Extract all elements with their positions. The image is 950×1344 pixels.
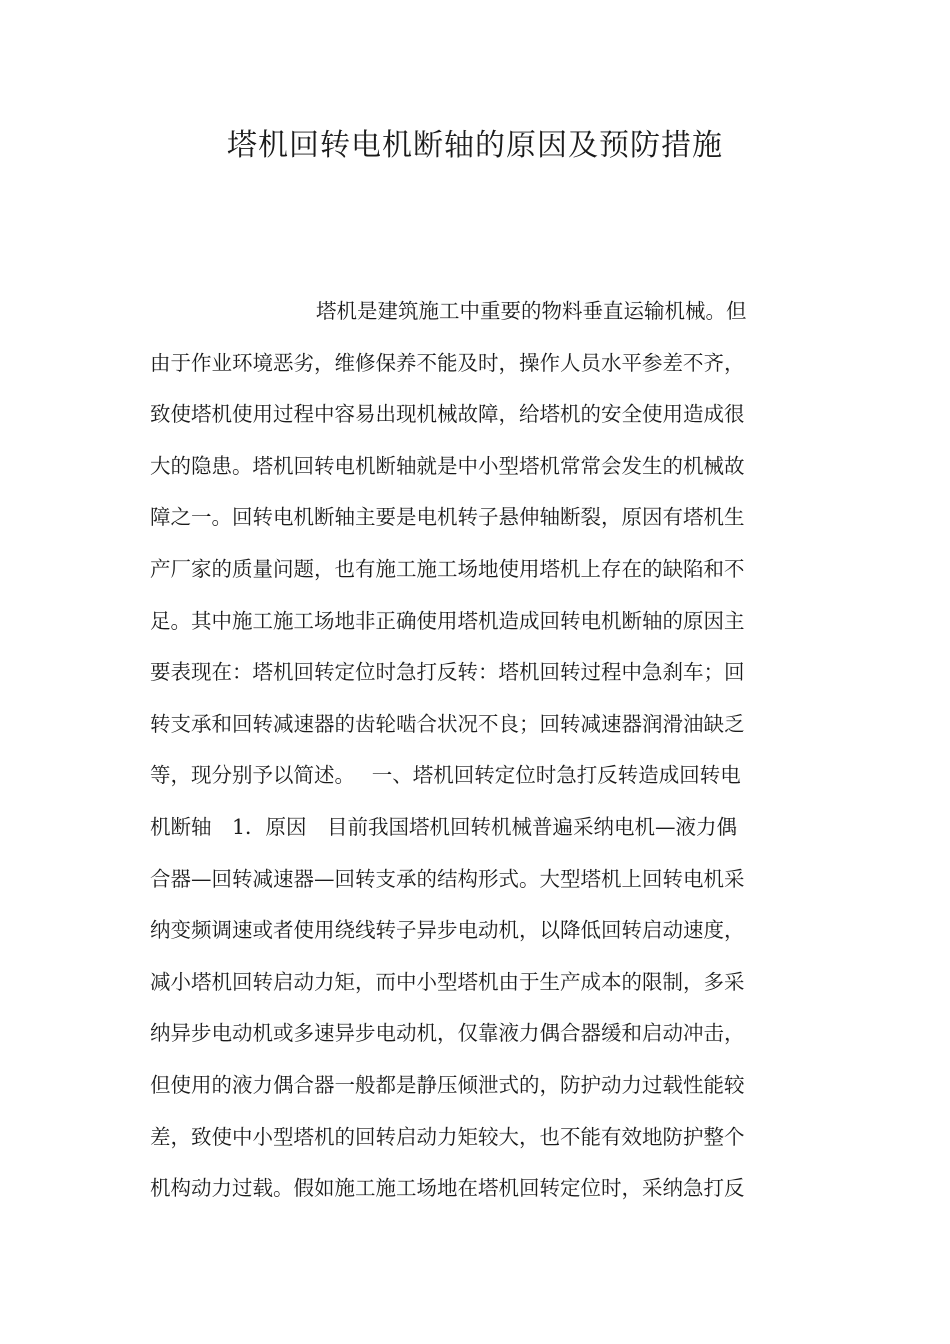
paragraph-line: 等，现分别予以简述。 一、塔机回转定位时急打反转造成回转电 — [150, 763, 741, 788]
paragraph-line: 要表现在：塔机回转定位时急打反转：塔机回转过程中急刹车；回 — [150, 660, 745, 685]
paragraph-line: 足。其中施工施工场地非正确使用塔机造成回转电机断轴的原因主 — [150, 608, 745, 633]
paragraph-line: 大的隐患。塔机回转电机断轴就是中小型塔机常常会发生的机械故 — [150, 453, 745, 478]
paragraph-line: 纳异步电动机或多速异步电动机，仅靠液力偶合器缓和启动冲击， — [150, 1021, 745, 1046]
paragraph-line: 减小塔机回转启动力矩，而中小型塔机由于生产成本的限制，多采 — [150, 969, 745, 994]
paragraph-line: 塔机是建筑施工中重要的物料垂直运输机械。但 — [316, 299, 747, 323]
paragraph-line: 由于作业环境恶劣，维修保养不能及时，操作人员水平参差不齐， — [150, 350, 745, 375]
paragraph-line: 产厂家的质量问题，也有施工施工场地使用塔机上存在的缺陷和不 — [150, 556, 745, 581]
paragraph-line: 合器—回转减速器—回转支承的结构形式。大型塔机上回转电机采 — [150, 866, 745, 891]
paragraph-line: 差，致使中小型塔机的回转启动力矩较大，也不能有效地防护整个 — [150, 1124, 745, 1149]
paragraph-line: 但使用的液力偶合器一般都是静压倾泄式的，防护动力过载性能较 — [150, 1072, 745, 1097]
paragraph-line: 转支承和回转减速器的齿轮啮合状况不良；回转减速器润滑油缺乏 — [150, 711, 745, 736]
paragraph-line: 机断轴 1．原因 目前我国塔机回转机械普遍采纳电机—液力偶 — [150, 814, 738, 839]
paragraph-line: 致使塔机使用过程中容易出现机械故障，给塔机的安全使用造成很 — [150, 402, 745, 427]
paragraph-line: 障之一。回转电机断轴主要是电机转子悬伸轴断裂，原因有塔机生 — [150, 505, 745, 530]
page-title: 塔机回转电机断轴的原因及预防措施 — [227, 128, 723, 163]
paragraph-line: 机构动力过载。假如施工施工场地在塔机回转定位时，采纳急打反 — [150, 1176, 745, 1201]
paragraph-line: 纳变频调速或者使用绕线转子异步电动机，以降低回转启动速度， — [150, 918, 745, 943]
body-paragraph — [150, 290, 810, 1219]
